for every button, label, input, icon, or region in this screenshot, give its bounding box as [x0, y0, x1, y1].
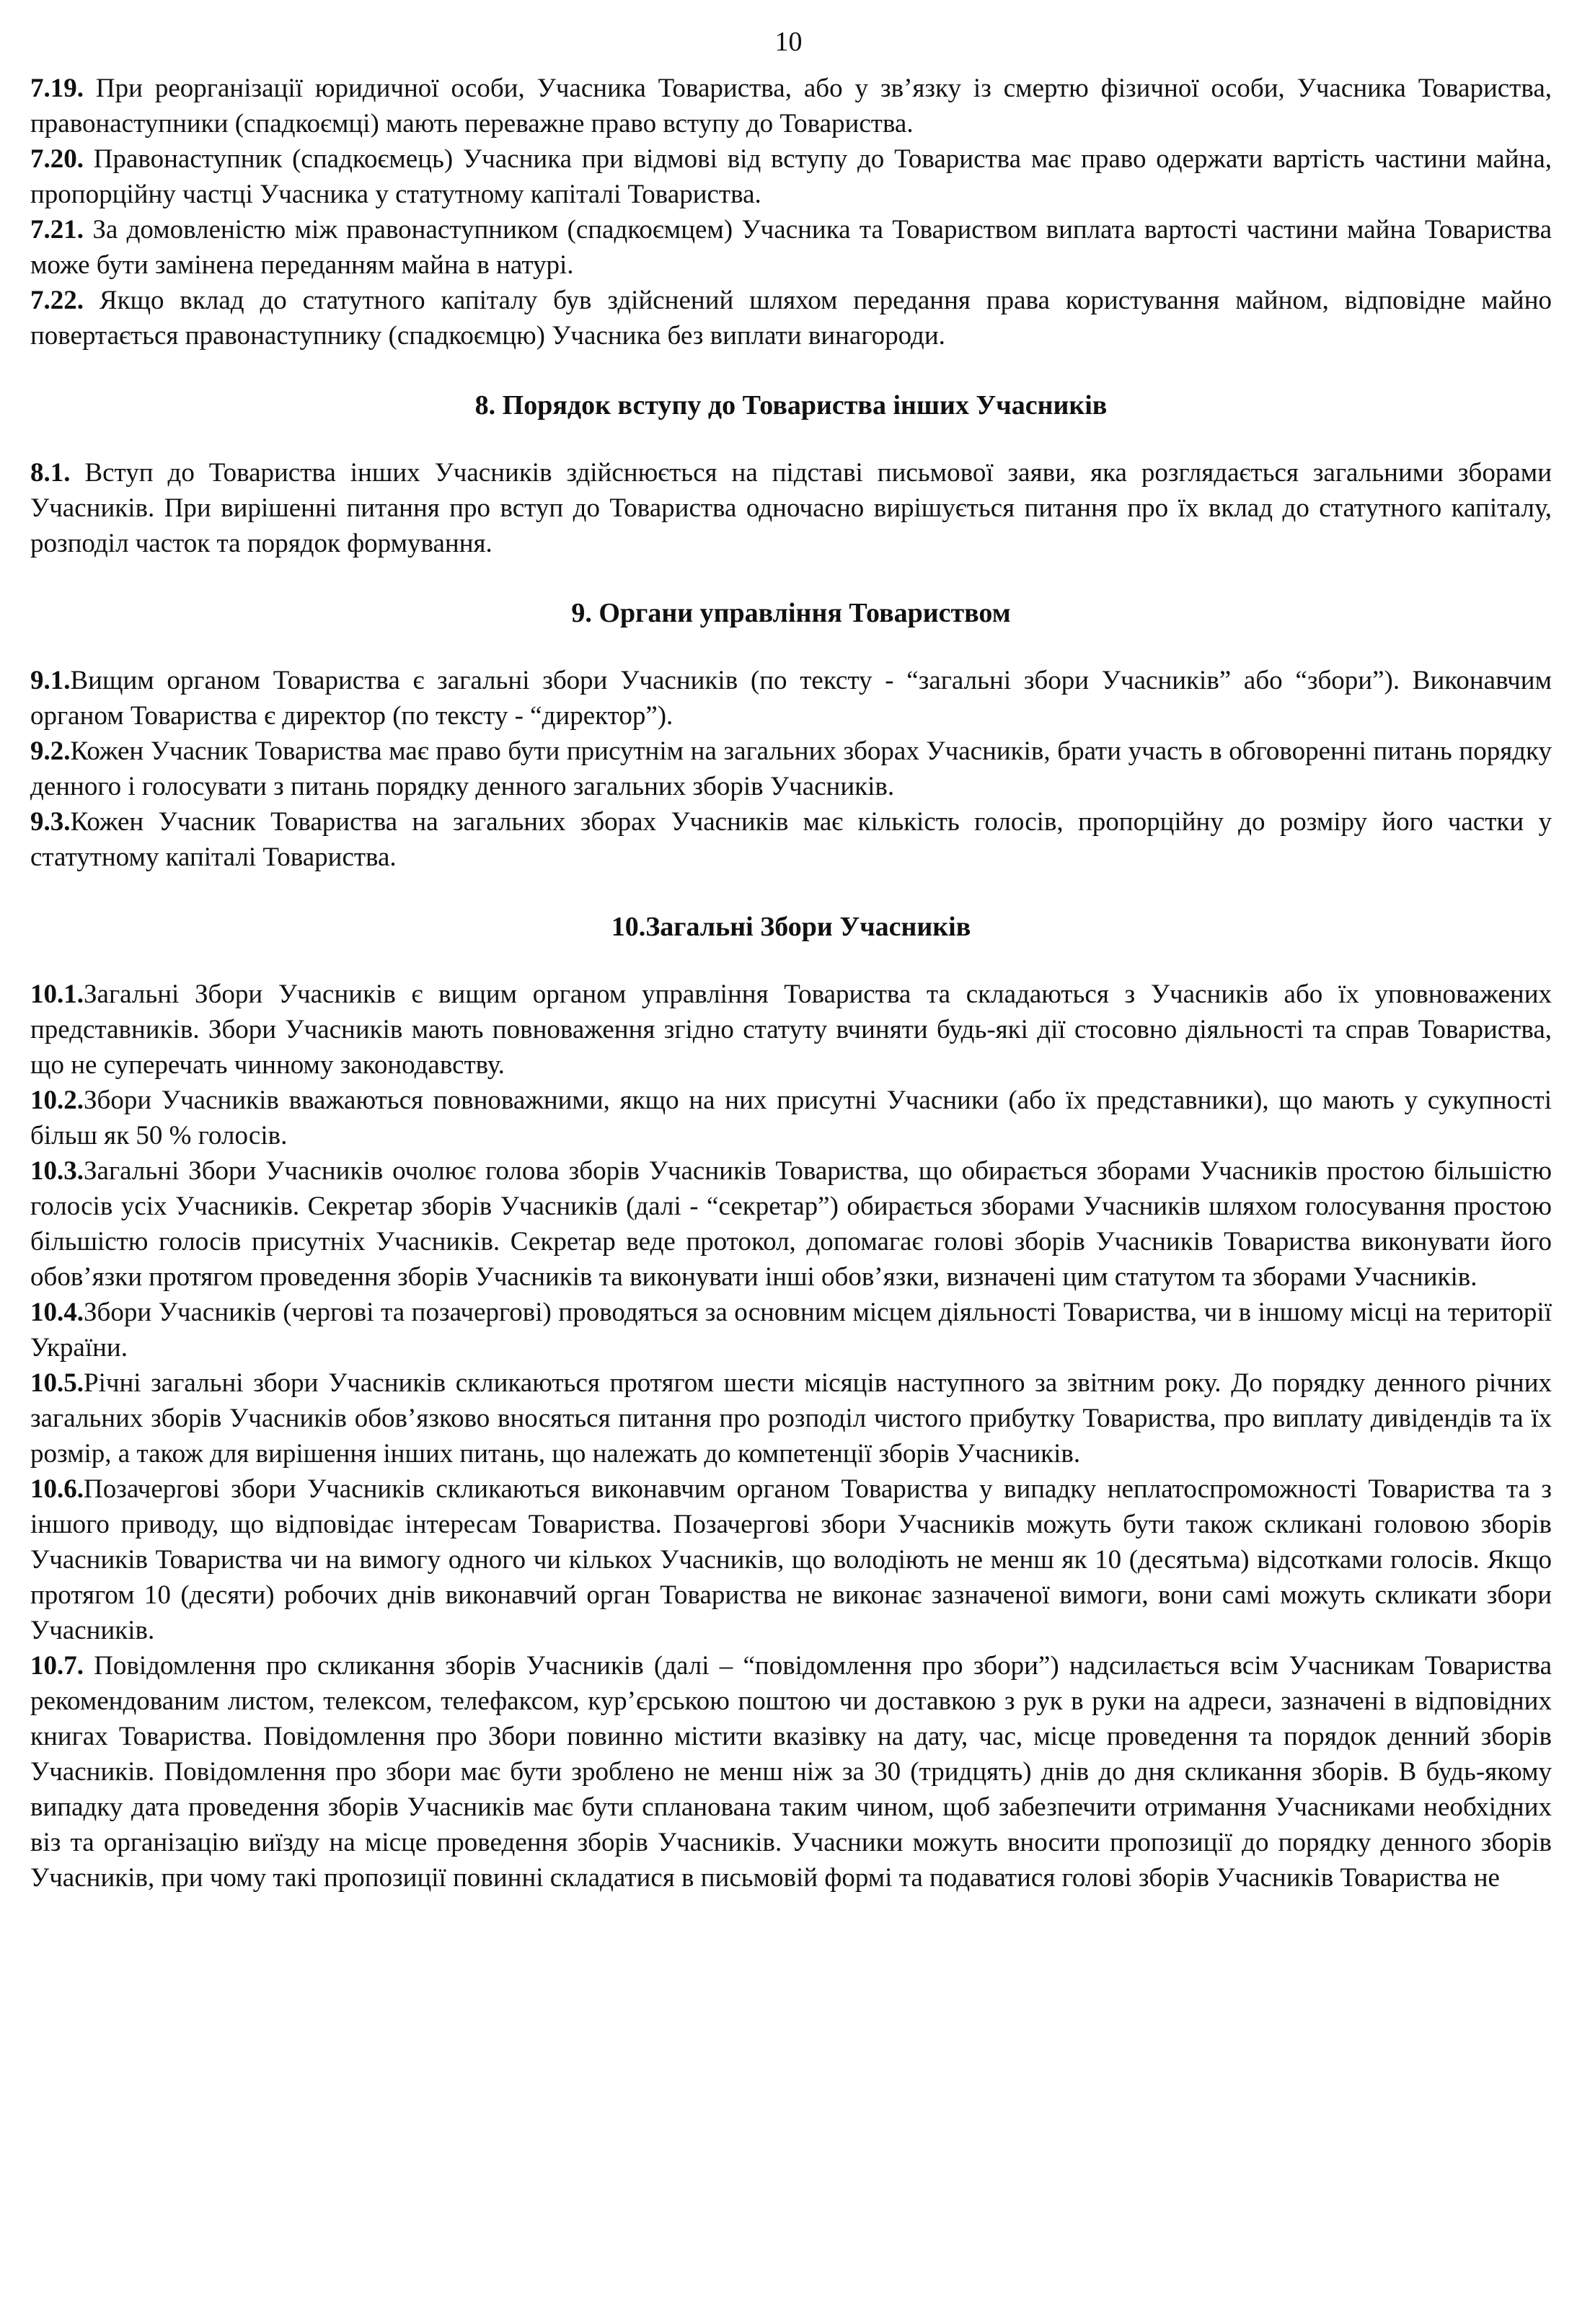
clause-text: Кожен Учасник Товариства на загальних зборах Учасників має кількість голосів, пропорційну до розміру його частки у статутному капіталі Товариства. [30, 807, 1552, 872]
paragraph [30, 141, 1552, 212]
paragraph [30, 1648, 1552, 1896]
paragraph [30, 212, 1552, 283]
clause-number: 10.6. [30, 1474, 84, 1504]
section-heading: 10.Загальні Збори Учасників [611, 912, 971, 942]
page-number: 10 [774, 27, 803, 57]
clause-text: Вступ до Товариства інших Учасників здійснюється на підставі письмової заяви, яка розглядається загальними зборами Учасників. При вирішенні питання про вступ до Товариства одночасно вирішується питання про їх вклад до статутного капіталу, розподіл часток та порядок формування. [30, 458, 1552, 558]
clause-number: 9.1. [30, 666, 71, 695]
paragraph [30, 1471, 1552, 1648]
clause-text: Правонаступник (спадкоємець) Учасника при відмові від вступу до Товариства має право одержати вартість частини майна, пропорційну частці Учасника у статутному капіталі Товариства. [30, 144, 1552, 209]
clause-number: 10.7. [30, 1651, 84, 1681]
section-heading: 9. Органи управління Товариством [571, 598, 1011, 628]
clause-text: Позачергові збори Учасників скликаються виконавчим органом Товариства у випадку неплатоспроможності Товариства та з іншого приводу, що відповідає інтересам Товариства. Позачергові збори Учасників можуть бути також скликані головою зборів Учасників Товариства чи на вимогу одного чи кількох Учасників, що володіють не менш як 10 (десятьма) відсотками голосів. Якщо протягом 10 (десяти) робочих днів виконавчий орган Товариства не виконає зазначеної вимоги, вони самі можуть скликати збори Учасників. [30, 1474, 1552, 1645]
clause-text: Річні загальні збори Учасників скликаються протягом шести місяців наступного за звітним року. До порядку денного річних загальних зборів Учасників обов’язково вносяться питання про розподіл чистого прибутку Товариства, про виплату дивідендів та їх розмір, а також для вирішення інших питань, що належать до компетенції зборів Учасників. [30, 1368, 1552, 1469]
paragraph [30, 1083, 1552, 1153]
document-body [30, 71, 1552, 1896]
clause-number: 10.3. [30, 1156, 84, 1186]
clause-text: Якщо вклад до статутного капіталу був здійснений шляхом передання права користування майном, відповідне майно повертається правонаступнику (спадкоємцю) Учасника без виплати винагороди. [30, 286, 1552, 351]
clause-text: Вищим органом Товариства є загальні збори Учасників (по тексту - “загальні збори Учасників” або “збори”). Виконавчим органом Товариства є директор (по тексту - “директор”). [30, 666, 1552, 731]
paragraph [30, 455, 1552, 561]
clause-text: Збори Учасників вважаються повноважними, якщо на них присутні Учасники (або їх представники), що мають у сукупності більш як 50 % голосів. [30, 1086, 1552, 1150]
clause-number: 9.2. [30, 736, 71, 766]
clause-number: 10.2. [30, 1086, 84, 1115]
clause-text: Збори Учасників (чергові та позачергові) проводяться за основним місцем діяльності Товариства, чи в іншому місці на території України. [30, 1298, 1552, 1363]
clause-number: 7.20. [30, 144, 84, 174]
section-heading: 8. Порядок вступу до Товариства інших Учасників [474, 390, 1108, 421]
paragraph [30, 71, 1552, 141]
clause-number: 9.3. [30, 807, 71, 837]
clause-number: 7.19. [30, 74, 84, 103]
clause-number: 7.22. [30, 286, 84, 315]
paragraph [30, 1295, 1552, 1365]
paragraph [30, 1365, 1552, 1471]
clause-text: Загальні Збори Учасників очолює голова зборів Учасників Товариства, що обирається зборами Учасників простою більшістю голосів усіх Учасників. Секретар зборів Учасників (далі - “секретар”) обирається зборами Учасників шляхом голосування простою більшістю голосів присутніх Учасників. Секретар веде протокол, допомагає голові зборів Учасників Товариства виконувати його обов’язки протягом проведення зборів Учасників та виконувати інші обов’язки, визначені цим статутом та зборами Учасників. [30, 1156, 1552, 1292]
paragraph [30, 1153, 1552, 1295]
paragraph [30, 977, 1552, 1083]
paragraph [30, 663, 1552, 734]
clause-number: 8.1. [30, 458, 71, 488]
clause-text: За домовленістю між правонаступником (спадкоємцем) Учасника та Товариством виплата вартості частини майна Товариства може бути замінена переданням майна в натурі. [30, 215, 1552, 280]
clause-text: При реорганізації юридичної особи, Учасника Товариства, або у зв’язку із смертю фізичної особи, Учасника Товариства, правонаступники (спадкоємці) мають переважне право вступу до Товариства. [30, 74, 1552, 138]
clause-text: Повідомлення про скликання зборів Учасників (далі – “повідомлення про збори”) надсилається всім Учасникам Товариства рекомендованим листом, телексом, телефаксом, кур’єрською поштою чи доставкою з рук в руки на адреси, зазначені в відповідних книгах Товариства. Повідомлення про Збори повинно містити вказівку на дату, час, місце проведення та порядок денний зборів Учасників. Повідомлення про збори має бути зроблено не менш ніж за 30 (тридцять) днів до дня скликання зборів. В будь-якому випадку дата проведення зборів Учасників має бути спланована таким чином, щоб забезпечити отримання Учасниками необхідних віз та організацію виїзду на місце проведення зборів Учасників. Учасники можуть вносити пропозиції до порядку денного зборів Учасників, при чому такі пропозиції повинні складатися в письмовій формі та подаватися голові зборів Учасників Товариства не [30, 1651, 1552, 1893]
clause-number: 10.5. [30, 1368, 84, 1398]
clause-number: 7.21. [30, 215, 84, 245]
clause-number: 10.1. [30, 980, 84, 1009]
paragraph [30, 804, 1552, 875]
clause-text: Загальні Збори Учасників є вищим органом управління Товариства та складаються з Учасників або їх уповноважених представників. Збори Учасників мають повноваження згідно статуту вчиняти будь-які дії стосовно діяльності та справ Товариства, що не суперечать чинному законодавству. [30, 980, 1552, 1080]
clause-text: Кожен Учасник Товариства має право бути присутнім на загальних зборах Учасників, брати участь в обговоренні питань порядку денного і голосувати з питань порядку денного загальних зборів Учасників. [30, 736, 1552, 801]
clause-number: 10.4. [30, 1298, 84, 1327]
paragraph [30, 734, 1552, 804]
paragraph [30, 283, 1552, 353]
